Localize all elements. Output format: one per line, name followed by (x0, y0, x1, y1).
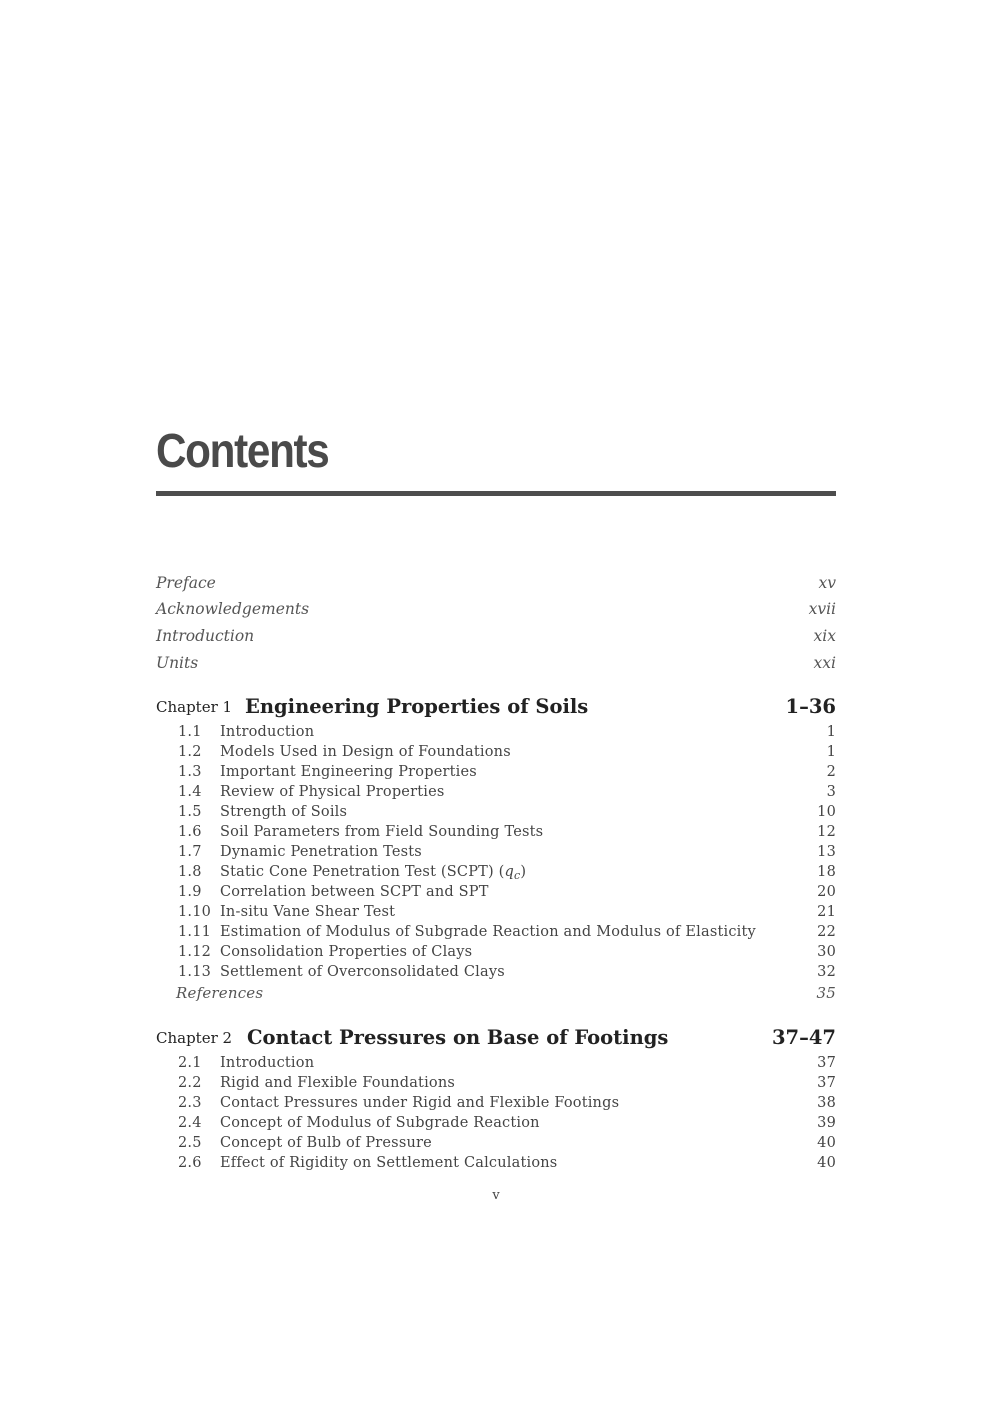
toc-entry-page: xix (813, 627, 836, 645)
section-number: 1.2 (178, 744, 202, 760)
section-label: Contact Pressures under Rigid and Flexible Footings (220, 1095, 620, 1111)
section-number: 1.10 (178, 904, 212, 920)
section-page: 12 (817, 824, 836, 840)
toc-entry-preface[interactable] (156, 574, 836, 594)
section-number: 1.7 (178, 844, 202, 860)
section-number: 1.12 (178, 944, 212, 960)
toc-section[interactable] (156, 1095, 836, 1115)
toc-section[interactable] (156, 904, 836, 924)
section-label: Models Used in Design of Foundations (220, 744, 511, 760)
section-label: Concept of Bulb of Pressure (220, 1135, 432, 1151)
section-label: Introduction (220, 1055, 315, 1071)
section-label: Strength of Soils (220, 804, 348, 820)
toc-entry-units[interactable] (156, 654, 836, 674)
section-number: 1.11 (178, 924, 212, 940)
chapter-title: Contact Pressures on Base of Footings (247, 1026, 669, 1049)
symbol-q: q (504, 864, 515, 880)
section-page: 37 (817, 1055, 836, 1071)
section-page: 39 (817, 1115, 836, 1131)
section-number: 2.2 (178, 1075, 202, 1091)
section-page: 20 (817, 884, 836, 900)
section-label-text: Static Cone Penetration Test (SCPT) ( (220, 864, 505, 880)
toc-section[interactable] (156, 884, 836, 904)
section-number: 1.9 (178, 884, 202, 900)
section-number: 2.4 (178, 1115, 202, 1131)
section-number: 2.5 (178, 1135, 202, 1151)
section-number: 1.3 (178, 764, 202, 780)
section-label: Estimation of Modulus of Subgrade Reaction and Modulus of Elasticity (220, 924, 756, 940)
toc-section[interactable] (156, 724, 836, 744)
section-number: 1.4 (178, 784, 202, 800)
toc-entry-label: Preface (156, 574, 216, 592)
section-page: 1 (826, 724, 836, 740)
title-rule (156, 491, 836, 496)
section-page: 38 (817, 1095, 836, 1111)
chapter-number: Chapter 2 (156, 1029, 233, 1047)
toc-entry-label: Introduction (156, 627, 255, 645)
toc-entry-page: xv (818, 574, 836, 592)
section-label (220, 864, 526, 880)
chapter-pages: 37–47 (771, 1026, 836, 1049)
section-label: Dynamic Penetration Tests (220, 844, 422, 860)
toc-entry-page: xvii (808, 600, 836, 618)
toc-section[interactable] (156, 1055, 836, 1075)
chapter-number: Chapter 1 (156, 698, 233, 716)
page-title: Contents (156, 425, 329, 478)
section-page: 2 (826, 764, 836, 780)
toc-section[interactable] (156, 964, 836, 984)
section-label-end: ) (520, 864, 527, 880)
section-page: 37 (817, 1075, 836, 1091)
section-label: Introduction (220, 724, 315, 740)
chapter-pages: 1–36 (785, 695, 836, 718)
section-label: Settlement of Overconsolidated Clays (220, 964, 505, 980)
section-page: 22 (817, 924, 836, 940)
chapter-title: Engineering Properties of Soils (245, 695, 589, 718)
section-number: 2.6 (178, 1155, 202, 1171)
chapter-1-heading[interactable] (156, 692, 836, 718)
section-label: Effect of Rigidity on Settlement Calculations (220, 1155, 558, 1171)
toc-section[interactable] (156, 844, 836, 864)
section-page: 40 (817, 1135, 836, 1151)
toc-section[interactable] (156, 1115, 836, 1135)
references-page: 35 (816, 984, 836, 1002)
toc-section[interactable] (156, 864, 836, 884)
section-page: 18 (817, 864, 836, 880)
section-label: Consolidation Properties of Clays (220, 944, 473, 960)
toc-entry-label: Acknowledgements (156, 600, 310, 618)
toc-section[interactable] (156, 1135, 836, 1155)
section-number: 1.1 (178, 724, 202, 740)
toc-section[interactable] (156, 924, 836, 944)
section-label: Correlation between SCPT and SPT (220, 884, 489, 900)
section-page: 30 (817, 944, 836, 960)
toc-entry-page: xxi (813, 654, 836, 672)
section-number: 1.5 (178, 804, 202, 820)
section-page: 10 (817, 804, 836, 820)
toc-entry-introduction[interactable] (156, 627, 836, 647)
section-label: Rigid and Flexible Foundations (220, 1075, 456, 1091)
toc-section[interactable] (156, 1075, 836, 1095)
toc-section[interactable] (156, 1155, 836, 1175)
page-number-footer: v (492, 1188, 500, 1203)
toc-references[interactable] (156, 984, 836, 1004)
toc-section[interactable] (156, 804, 836, 824)
chapter-2-heading[interactable] (156, 1023, 836, 1049)
toc-section[interactable] (156, 784, 836, 804)
section-label: Important Engineering Properties (220, 764, 477, 780)
toc-section[interactable] (156, 944, 836, 964)
section-page: 3 (826, 784, 836, 800)
section-number: 1.6 (178, 824, 202, 840)
section-label: Review of Physical Properties (220, 784, 445, 800)
section-number: 1.13 (178, 964, 212, 980)
section-label: Concept of Modulus of Subgrade Reaction (220, 1115, 540, 1131)
toc-section[interactable] (156, 824, 836, 844)
references-label: References (176, 984, 264, 1002)
section-page: 13 (817, 844, 836, 860)
toc-entry-acknowledgements[interactable] (156, 600, 836, 620)
symbol-subscript: c (514, 869, 521, 882)
section-page: 32 (817, 964, 836, 980)
section-page: 21 (817, 904, 836, 920)
section-number: 2.1 (178, 1055, 202, 1071)
section-page: 40 (817, 1155, 836, 1171)
toc-section[interactable] (156, 764, 836, 784)
section-label: In-situ Vane Shear Test (220, 904, 396, 920)
toc-section[interactable] (156, 744, 836, 764)
section-label: Soil Parameters from Field Sounding Tests (220, 824, 544, 840)
section-page: 1 (826, 744, 836, 760)
toc-entry-label: Units (156, 654, 199, 672)
section-number: 1.8 (178, 864, 202, 880)
section-number: 2.3 (178, 1095, 202, 1111)
